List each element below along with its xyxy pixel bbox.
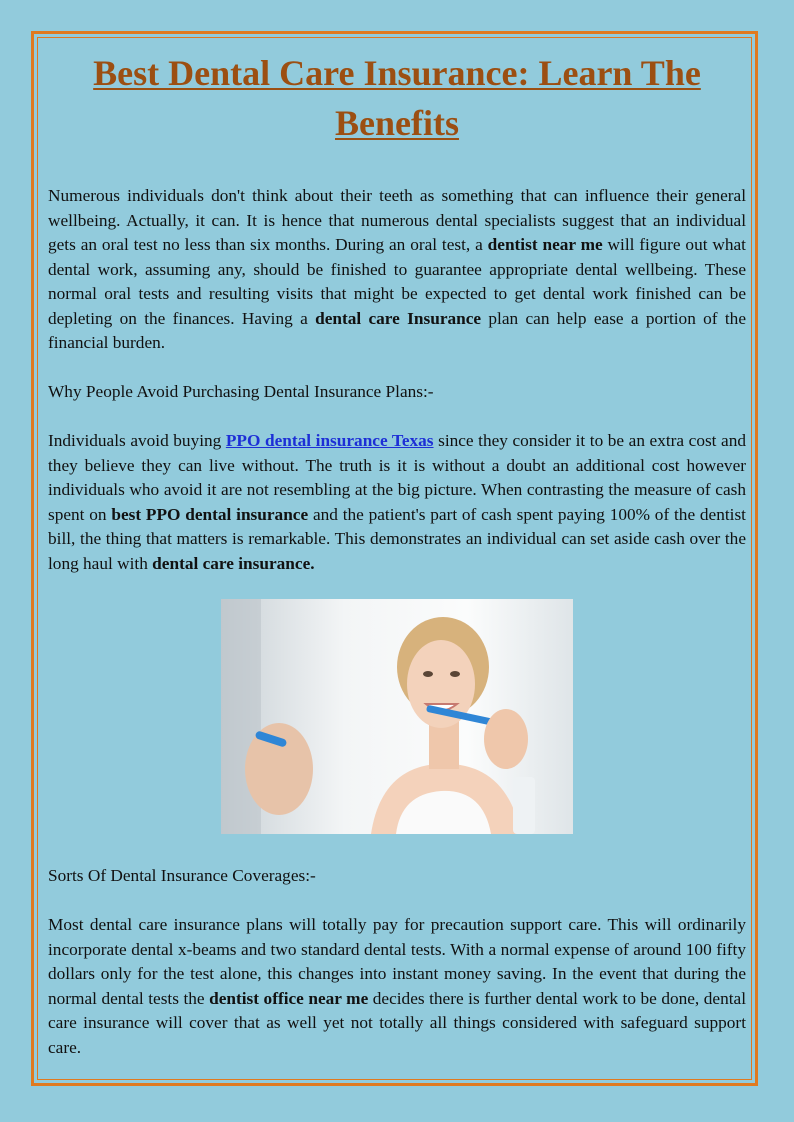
section-heading-coverages: Sorts Of Dental Insurance Coverages:- (48, 866, 316, 885)
why-avoid-paragraph: Individuals avoid buying PPO dental insurance Texas since they consider it to be an extra cost and they believe they can live without. The truth is it is without a doubt an additional cost however individuals who avoid it are not resembling at the big picture. When contrasting the measure of cash spent on best PPO dental insurance and the patient's part of cash spent paying 100% of the dentist bill, the thing that matters is remarkable. This demonstrates an individual can set aside cash over the long haul with dental care insurance. (48, 431, 747, 573)
keyword-dental-care-insurance: dental care Insurance (315, 308, 482, 328)
section-heading-why-avoid: Why People Avoid Purchasing Dental Insurance Plans:- (48, 382, 434, 401)
keyword-best-ppo: best PPO dental insurance (111, 504, 309, 524)
coverages-paragraph: Most dental care insurance plans will totally pay for precaution support care. This will ordinarily incorporate dental x-beams and two standard dental tests. With a normal expense of around 100 fifty dollars only for the test alone, this changes into instant money saving. In the event that during the normal dental tests the dentist office near me decides there is further dental work to be done, dental care insurance will cover that as well yet not totally all things considered with safeguard support care. (48, 915, 747, 1057)
keyword-dental-care-insurance-2: dental care insurance. (152, 553, 315, 573)
woman-brushing-teeth-image (221, 599, 573, 834)
document-body (48, 48, 746, 1060)
keyword-dentist-near-me: dentist near me (487, 235, 603, 254)
page-title: Best Dental Care Insurance: Learn The Benefits (93, 53, 701, 143)
intro-paragraph: Numerous individuals don't think about their teeth as something that can influence their general wellbeing. Actually, it can. It is hence that numerous dental specialists suggest that an individual gets an oral test no less than six months. During an oral test, a dentist near me will figure out what dental work, assuming any, should be finished to guarantee appropriate dental wellbeing. These normal oral tests and resulting visits that might be expected to get dental work finished can be depleting on the finances. Having a dental care Insurance plan can help ease a portion of the financial burden. (48, 186, 746, 352)
keyword-dentist-office-near-me: dentist office near me (209, 988, 369, 1008)
ppo-dental-insurance-texas-link[interactable]: PPO dental insurance Texas (225, 431, 434, 450)
